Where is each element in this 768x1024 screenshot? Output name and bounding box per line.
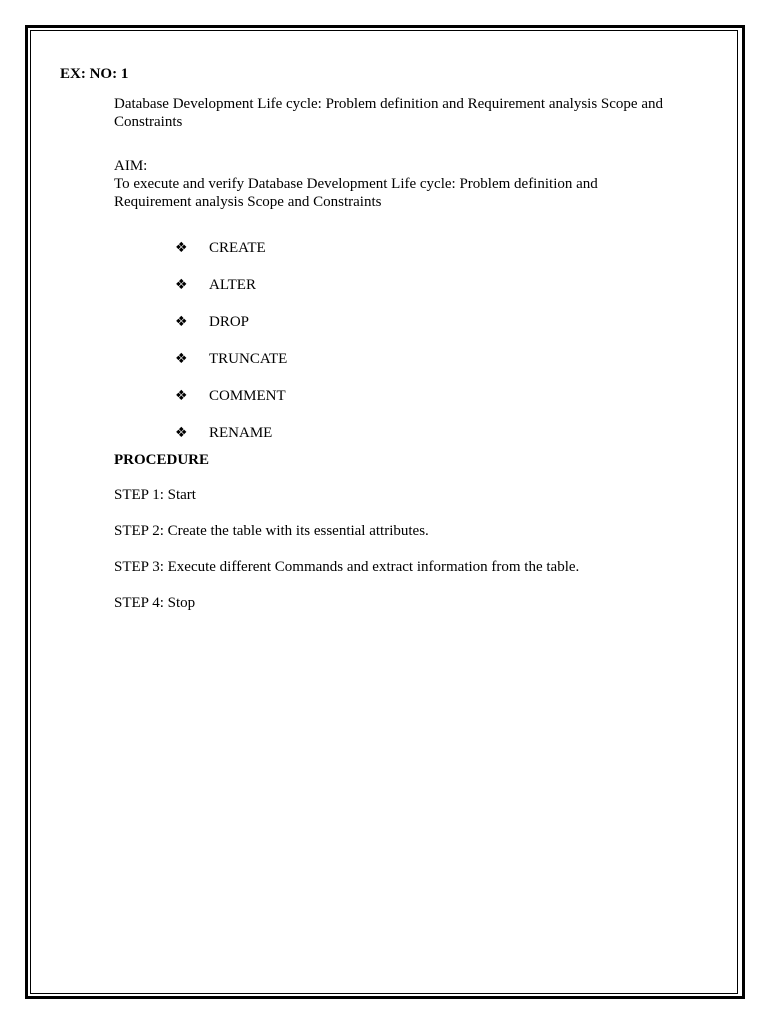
list-item <box>175 303 287 340</box>
step-item: STEP 4: Stop <box>114 595 196 611</box>
aim-label: AIM: <box>114 158 148 174</box>
document-title: Database Development Life cycle: Problem definition and Requirement analysis Scope and Constraints <box>114 96 663 130</box>
command-label: COMMENT <box>209 387 286 404</box>
command-label: ALTER <box>209 276 256 293</box>
command-label: CREATE <box>209 239 266 256</box>
command-label: DROP <box>209 313 250 330</box>
diamond-bullet-icon: ❖ <box>175 276 188 293</box>
exercise-number: EX: NO: 1 <box>60 66 129 82</box>
command-label: TRUNCATE <box>209 350 288 367</box>
step-item: STEP 2: Create the table with its essential attributes. <box>114 523 429 539</box>
list-item <box>175 414 287 451</box>
aim-text: To execute and verify Database Development Life cycle: Problem definition and Requirement analysis Scope and Constraints <box>114 176 598 210</box>
diamond-bullet-icon: ❖ <box>175 387 188 404</box>
list-item <box>175 377 287 414</box>
step-item: STEP 1: Start <box>114 487 196 503</box>
diamond-bullet-icon: ❖ <box>175 239 188 256</box>
procedure-steps <box>114 486 579 630</box>
command-list <box>175 229 287 451</box>
step-item: STEP 3: Execute different Commands and extract information from the table. <box>114 559 580 575</box>
diamond-bullet-icon: ❖ <box>175 424 188 441</box>
list-item <box>175 266 287 303</box>
procedure-heading: PROCEDURE <box>114 452 210 468</box>
list-item <box>175 229 287 266</box>
diamond-bullet-icon: ❖ <box>175 313 188 330</box>
list-item <box>175 340 287 377</box>
command-label: RENAME <box>209 424 273 441</box>
diamond-bullet-icon: ❖ <box>175 350 188 367</box>
